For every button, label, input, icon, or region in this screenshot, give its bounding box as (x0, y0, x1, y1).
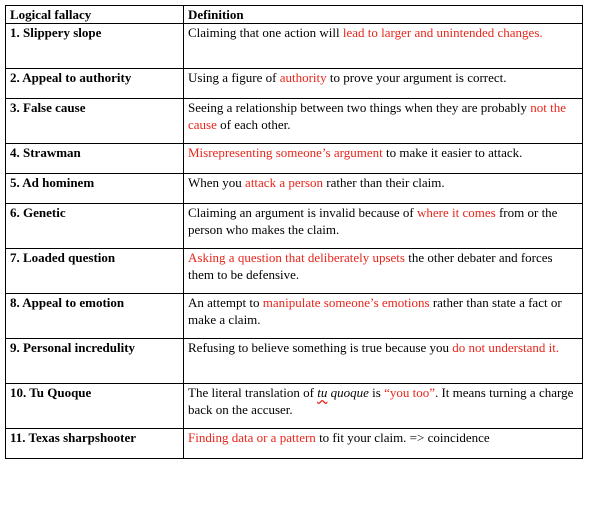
fallacy-definition (184, 249, 583, 294)
fallacy-name: 11. Texas sharpshooter (6, 429, 184, 459)
definition-segment: Refusing to believe something is true because you (188, 340, 453, 355)
definition-segment: Asking a question that deliberately upsets (188, 250, 405, 265)
fallacy-name: 7. Loaded question (6, 249, 184, 294)
definition-segment: is (368, 385, 385, 400)
fallacy-name: 5. Ad hominem (6, 174, 184, 204)
fallacy-definition (184, 24, 583, 69)
definition-segment: the other debater and forces them to be defensive. (188, 250, 553, 282)
definition-segment: . It means turning a charge back on the accuser. (188, 385, 574, 417)
definition-segment: rather than their claim. (323, 175, 445, 190)
definition-segment: manipulate someone’s emotions (262, 295, 430, 310)
fallacy-definition (184, 69, 583, 99)
definition-segment: “you too” (384, 385, 435, 400)
definition-segment: Claiming that one action will (188, 25, 343, 40)
header-definition: Definition (184, 6, 583, 24)
fallacy-name: 2. Appeal to authority (6, 69, 184, 99)
fallacy-definition (184, 99, 583, 144)
definition-segment: not the cause (188, 100, 566, 132)
header-logical-fallacy: Logical fallacy (6, 6, 184, 24)
table-row (6, 24, 583, 69)
definition-segment: to fit your claim. => coincidence (315, 430, 490, 445)
table-row (6, 204, 583, 249)
definition-segment: attack a person (245, 175, 324, 190)
definition-segment: do not understand it. (452, 340, 560, 355)
definition-segment: quoque (330, 385, 369, 400)
fallacy-definition (184, 429, 583, 459)
definition-segment: of each other. (216, 117, 291, 132)
definition-segment: lead to larger and unintended changes. (342, 25, 543, 40)
definition-segment: to make it easier to attack. (382, 145, 523, 160)
fallacy-name: 1. Slippery slope (6, 24, 184, 69)
fallacy-table (5, 5, 583, 459)
definition-segment: to prove your argument is correct. (326, 70, 507, 85)
fallacy-definition (184, 384, 583, 429)
definition-segment: from or the person who makes the claim. (188, 205, 558, 237)
fallacy-definition (184, 204, 583, 249)
table-row (6, 294, 583, 339)
header-row (6, 6, 583, 24)
definition-segment: tu (317, 385, 328, 400)
definition-segment: When you (188, 175, 246, 190)
definition-segment: Claiming an argument is invalid because of (188, 205, 418, 220)
fallacy-name: 3. False cause (6, 99, 184, 144)
fallacy-name: 10. Tu Quoque (6, 384, 184, 429)
definition-segment: Misrepresenting someone’s argument (188, 145, 383, 160)
table-row (6, 384, 583, 429)
definition-segment: The literal translation of (188, 385, 318, 400)
definition-segment: Using a figure of (188, 70, 280, 85)
definition-segment: An attempt to (188, 295, 263, 310)
fallacy-definition (184, 339, 583, 384)
definition-segment: Finding data or a pattern (188, 430, 316, 445)
fallacy-definition (184, 174, 583, 204)
definition-segment: authority (279, 70, 327, 85)
table-row (6, 339, 583, 384)
definition-segment: rather than state a fact or make a claim. (188, 295, 562, 327)
fallacy-name: 4. Strawman (6, 144, 184, 174)
definition-segment: Seeing a relationship between two things when they are probably (188, 100, 531, 115)
definition-segment: where it comes (417, 205, 496, 220)
fallacy-name: 8. Appeal to emotion (6, 294, 184, 339)
table-row (6, 249, 583, 294)
fallacy-definition (184, 144, 583, 174)
table-row (6, 69, 583, 99)
table-row (6, 174, 583, 204)
table-row (6, 429, 583, 459)
fallacy-name: 9. Personal incredulity (6, 339, 184, 384)
table-row (6, 144, 583, 174)
fallacy-name: 6. Genetic (6, 204, 184, 249)
fallacy-definition (184, 294, 583, 339)
table-row (6, 99, 583, 144)
